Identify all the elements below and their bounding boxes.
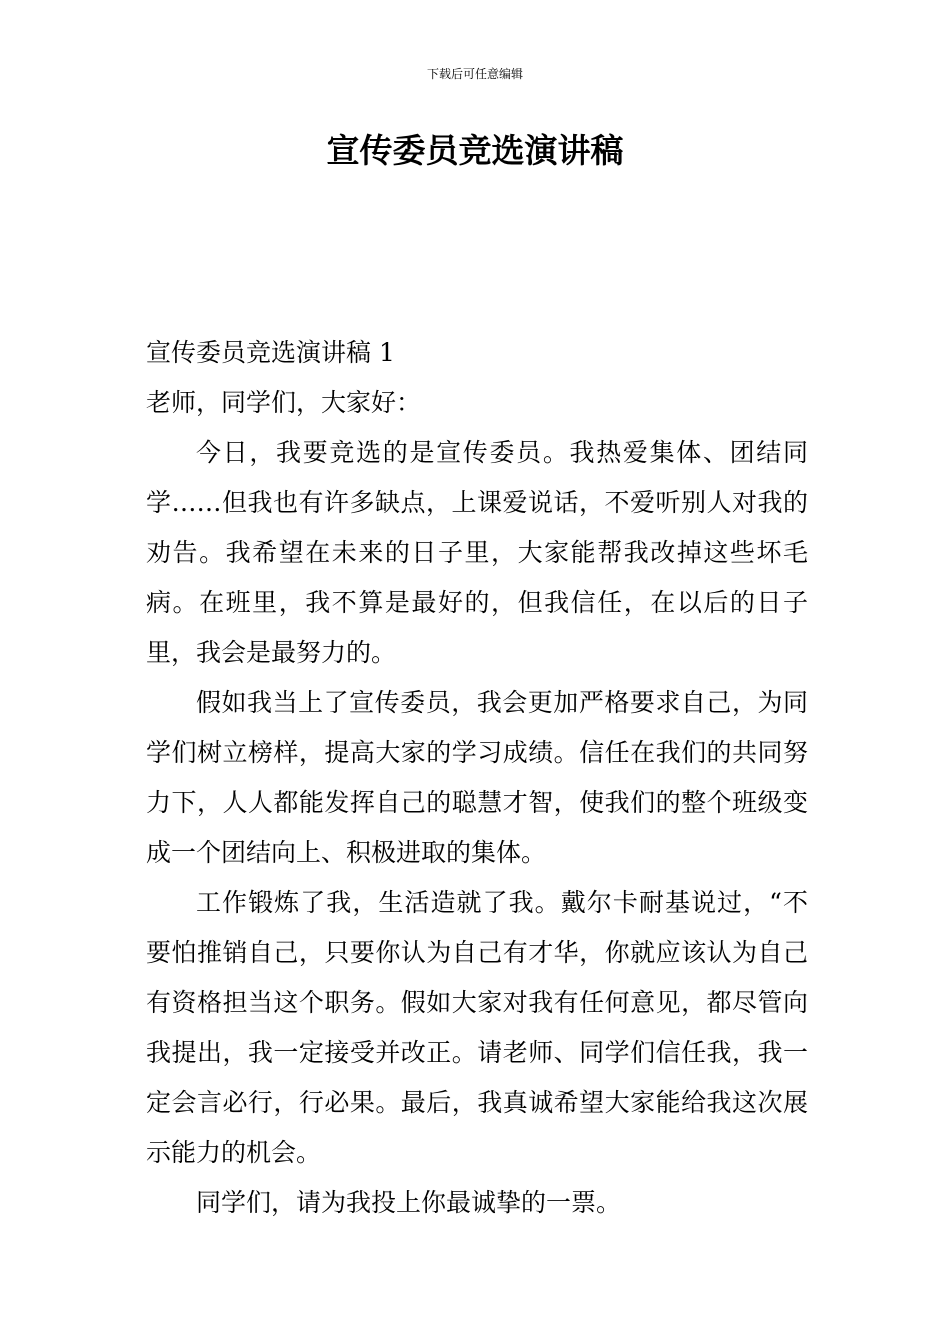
paragraph-3: 工作锻炼了我，生活造就了我。戴尔卡耐基说过，“不要怕推销自己，只要你认为自己有才华，你就应该认为自己有资格担当这个职务。假如大家对我有任何意见，都尽管向我提出，我一定接受并改正。请老师、同学们信任我，我一定会言必行，行必果。最后，我真诚希望大家能给我这次展示能力的机会。 bbox=[146, 888, 808, 1167]
document-title: 宣传委员竞选演讲稿 bbox=[326, 131, 624, 170]
header-note: 下载后可任意编辑 bbox=[426, 67, 523, 81]
paragraph-4: 同学们，请为我投上你最诚挚的一票。 bbox=[196, 1188, 622, 1217]
paragraph-1: 今日，我要竞选的是宣传委员。我热爱集体、团结同学……但我也有许多缺点，上课爱说话，不爱听别人对我的劝告。我希望在未来的日子里，大家能帮我改掉这些坏毛病。在班里，我不算是最好的，但我信任，在以后的日子里，我会是最努力的。 bbox=[146, 438, 808, 667]
greeting-line: 老师，同学们，大家好： bbox=[146, 388, 422, 417]
document-body bbox=[146, 328, 808, 1228]
section-subtitle: 宣传委员竞选演讲稿 1 bbox=[146, 338, 395, 367]
paragraph-2: 假如我当上了宣传委员，我会更加严格要求自己，为同学们树立榜样，提高大家的学习成绩。信任在我们的共同努力下，人人都能发挥自己的聪慧才智，使我们的整个班级变成一个团结向上、积极进取的集体。 bbox=[146, 688, 808, 867]
